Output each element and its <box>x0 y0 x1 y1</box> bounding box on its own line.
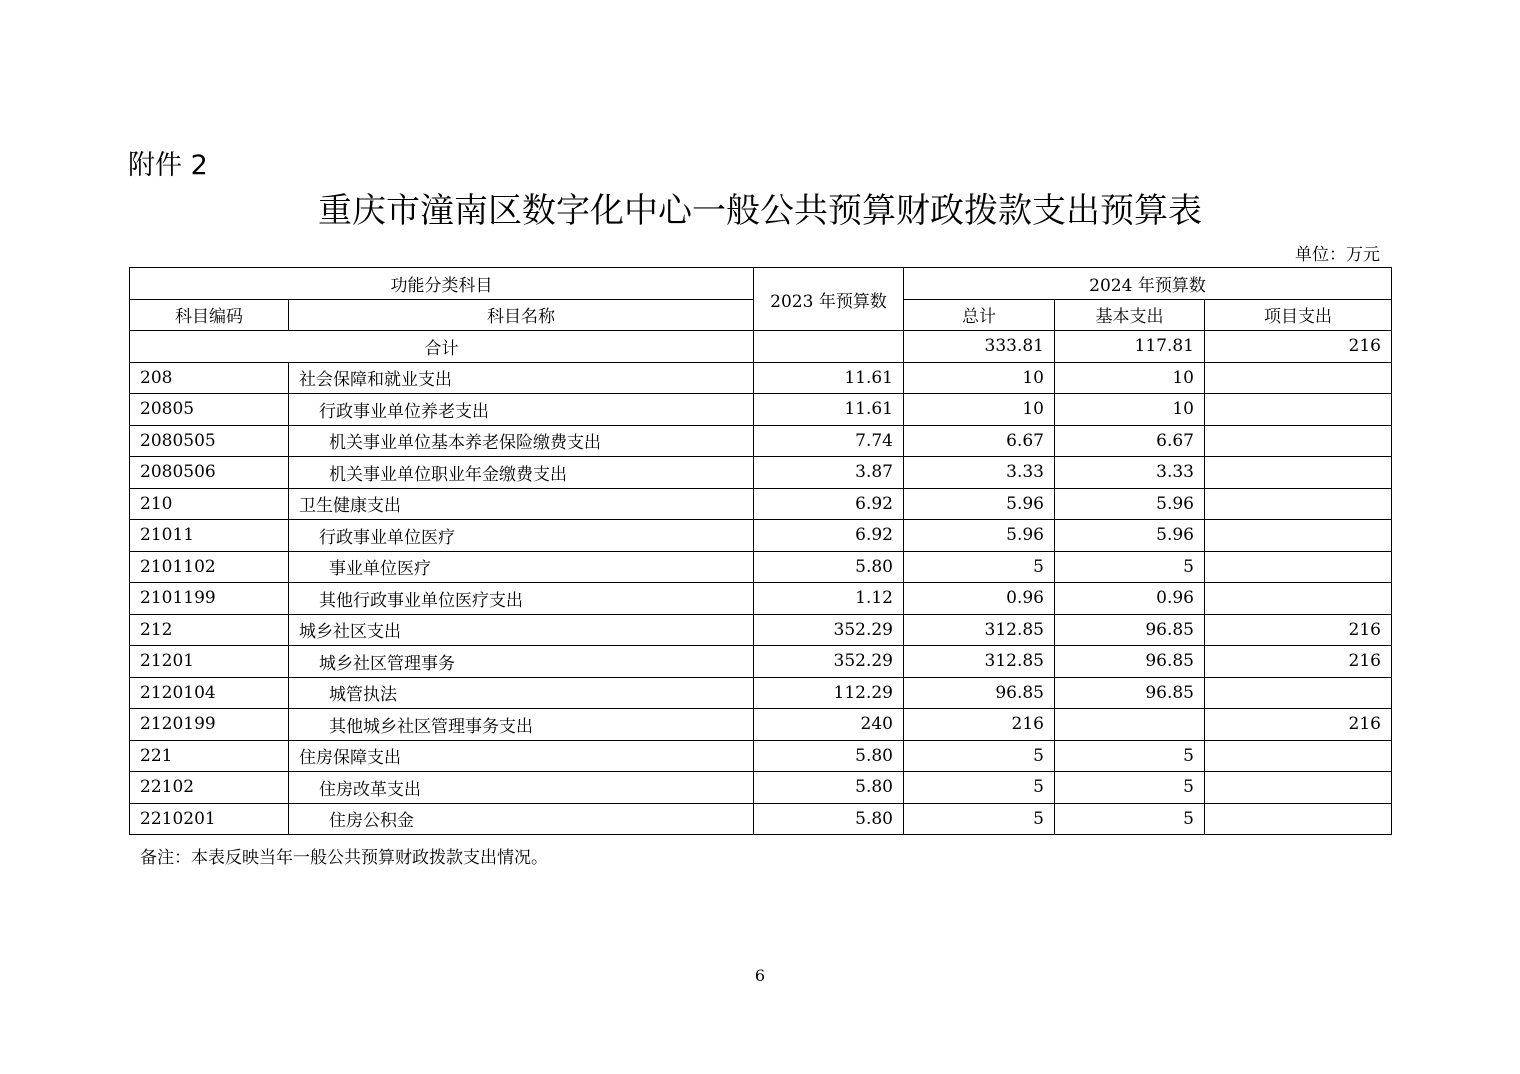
header-name: 科目名称 <box>289 299 754 331</box>
project-cell: 216 <box>1205 646 1392 678</box>
name-cell: 住房改革支出 <box>289 772 754 804</box>
total-cell: 312.85 <box>904 614 1055 646</box>
total-cell: 5 <box>904 551 1055 583</box>
project-cell <box>1205 551 1392 583</box>
project-cell <box>1205 488 1392 520</box>
project-cell <box>1205 520 1392 552</box>
code-cell: 208 <box>130 362 289 394</box>
budget-2023-cell: 7.74 <box>754 425 904 457</box>
project-cell: 216 <box>1205 709 1392 741</box>
code-cell: 2080505 <box>130 425 289 457</box>
table-row <box>130 457 1392 489</box>
table-row <box>130 614 1392 646</box>
total-cell: 0.96 <box>904 583 1055 615</box>
budget-2023-cell: 11.61 <box>754 394 904 426</box>
total-cell: 5.96 <box>904 520 1055 552</box>
code-cell: 21201 <box>130 646 289 678</box>
total-cell: 10 <box>904 394 1055 426</box>
budget-2023-cell: 6.92 <box>754 520 904 552</box>
total-cell: 5 <box>904 740 1055 772</box>
budget-2023-cell: 5.80 <box>754 772 904 804</box>
project-cell <box>1205 772 1392 804</box>
project-cell <box>1205 583 1392 615</box>
name-cell: 机关事业单位职业年金缴费支出 <box>289 457 754 489</box>
basic-cell: 5.96 <box>1055 488 1205 520</box>
basic-cell: 10 <box>1055 394 1205 426</box>
table-row <box>130 362 1392 394</box>
header-functional-category: 功能分类科目 <box>130 268 754 300</box>
basic-cell: 5 <box>1055 740 1205 772</box>
basic-cell: 5 <box>1055 772 1205 804</box>
table-row <box>130 803 1392 835</box>
basic-cell: 5 <box>1055 551 1205 583</box>
table-row <box>130 551 1392 583</box>
budget-2023-cell: 1.12 <box>754 583 904 615</box>
table-row <box>130 425 1392 457</box>
code-cell: 22102 <box>130 772 289 804</box>
basic-cell: 3.33 <box>1055 457 1205 489</box>
header-basic: 基本支出 <box>1055 299 1205 331</box>
total-label: 合计 <box>130 331 754 363</box>
project-cell <box>1205 740 1392 772</box>
project-cell <box>1205 394 1392 426</box>
attachment-label: 附件 2 <box>128 150 208 181</box>
total-project: 216 <box>1205 331 1392 363</box>
code-cell: 21011 <box>130 520 289 552</box>
table-row <box>130 772 1392 804</box>
table-row <box>130 583 1392 615</box>
project-cell <box>1205 677 1392 709</box>
header-budget-2024: 2024 年预算数 <box>904 268 1392 300</box>
budget-2023-cell: 5.80 <box>754 551 904 583</box>
code-cell: 2101102 <box>130 551 289 583</box>
table-row <box>130 677 1392 709</box>
total-cell: 10 <box>904 362 1055 394</box>
total-cell: 312.85 <box>904 646 1055 678</box>
budget-2023-cell: 240 <box>754 709 904 741</box>
budget-2023-cell: 6.92 <box>754 488 904 520</box>
header-project: 项目支出 <box>1205 299 1392 331</box>
total-basic: 117.81 <box>1055 331 1205 363</box>
budget-2023-cell: 11.61 <box>754 362 904 394</box>
name-cell: 城乡社区支出 <box>289 614 754 646</box>
name-cell: 机关事业单位基本养老保险缴费支出 <box>289 425 754 457</box>
code-cell: 2210201 <box>130 803 289 835</box>
total-cell: 5 <box>904 772 1055 804</box>
name-cell: 住房保障支出 <box>289 740 754 772</box>
basic-cell: 10 <box>1055 362 1205 394</box>
name-cell: 住房公积金 <box>289 803 754 835</box>
code-cell: 212 <box>130 614 289 646</box>
page-number: 6 <box>754 966 766 985</box>
basic-cell: 6.67 <box>1055 425 1205 457</box>
budget-2023-cell: 3.87 <box>754 457 904 489</box>
table-row <box>130 394 1392 426</box>
basic-cell: 0.96 <box>1055 583 1205 615</box>
total-cell: 6.67 <box>904 425 1055 457</box>
table-row <box>130 520 1392 552</box>
header-budget-2023: 2023 年预算数 <box>754 268 904 331</box>
basic-cell: 96.85 <box>1055 646 1205 678</box>
name-cell: 行政事业单位养老支出 <box>289 394 754 426</box>
footnote: 备注：本表反映当年一般公共预算财政拨款支出情况。 <box>140 848 548 868</box>
budget-2023-cell: 5.80 <box>754 803 904 835</box>
code-cell: 2101199 <box>130 583 289 615</box>
basic-cell: 5.96 <box>1055 520 1205 552</box>
total-budget-2023 <box>754 331 904 363</box>
name-cell: 行政事业单位医疗 <box>289 520 754 552</box>
page-title: 重庆市潼南区数字化中心一般公共预算财政拨款支出预算表 <box>318 191 1202 231</box>
code-cell: 20805 <box>130 394 289 426</box>
table-row <box>130 740 1392 772</box>
basic-cell: 5 <box>1055 803 1205 835</box>
budget-2023-cell: 5.80 <box>754 740 904 772</box>
total-cell: 5.96 <box>904 488 1055 520</box>
table-row <box>130 709 1392 741</box>
table-row <box>130 646 1392 678</box>
total-cell: 5 <box>904 803 1055 835</box>
name-cell: 其他城乡社区管理事务支出 <box>289 709 754 741</box>
basic-cell: 96.85 <box>1055 677 1205 709</box>
code-cell: 2120199 <box>130 709 289 741</box>
basic-cell: 96.85 <box>1055 614 1205 646</box>
budget-2023-cell: 352.29 <box>754 614 904 646</box>
code-cell: 2080506 <box>130 457 289 489</box>
name-cell: 事业单位医疗 <box>289 551 754 583</box>
name-cell: 城管执法 <box>289 677 754 709</box>
unit-label: 单位：万元 <box>1295 245 1380 265</box>
header-total: 总计 <box>904 299 1055 331</box>
code-cell: 2120104 <box>130 677 289 709</box>
basic-cell <box>1055 709 1205 741</box>
code-cell: 210 <box>130 488 289 520</box>
project-cell: 216 <box>1205 614 1392 646</box>
project-cell <box>1205 803 1392 835</box>
table-row <box>130 488 1392 520</box>
project-cell <box>1205 425 1392 457</box>
total-total: 333.81 <box>904 331 1055 363</box>
name-cell: 城乡社区管理事务 <box>289 646 754 678</box>
total-row <box>130 331 1392 363</box>
name-cell: 其他行政事业单位医疗支出 <box>289 583 754 615</box>
budget-2023-cell: 352.29 <box>754 646 904 678</box>
header-code: 科目编码 <box>130 299 289 331</box>
total-cell: 216 <box>904 709 1055 741</box>
total-cell: 96.85 <box>904 677 1055 709</box>
total-cell: 3.33 <box>904 457 1055 489</box>
code-cell: 221 <box>130 740 289 772</box>
name-cell: 社会保障和就业支出 <box>289 362 754 394</box>
header-row-1 <box>130 268 1392 300</box>
name-cell: 卫生健康支出 <box>289 488 754 520</box>
project-cell <box>1205 362 1392 394</box>
budget-table <box>129 267 1392 835</box>
project-cell <box>1205 457 1392 489</box>
budget-2023-cell: 112.29 <box>754 677 904 709</box>
